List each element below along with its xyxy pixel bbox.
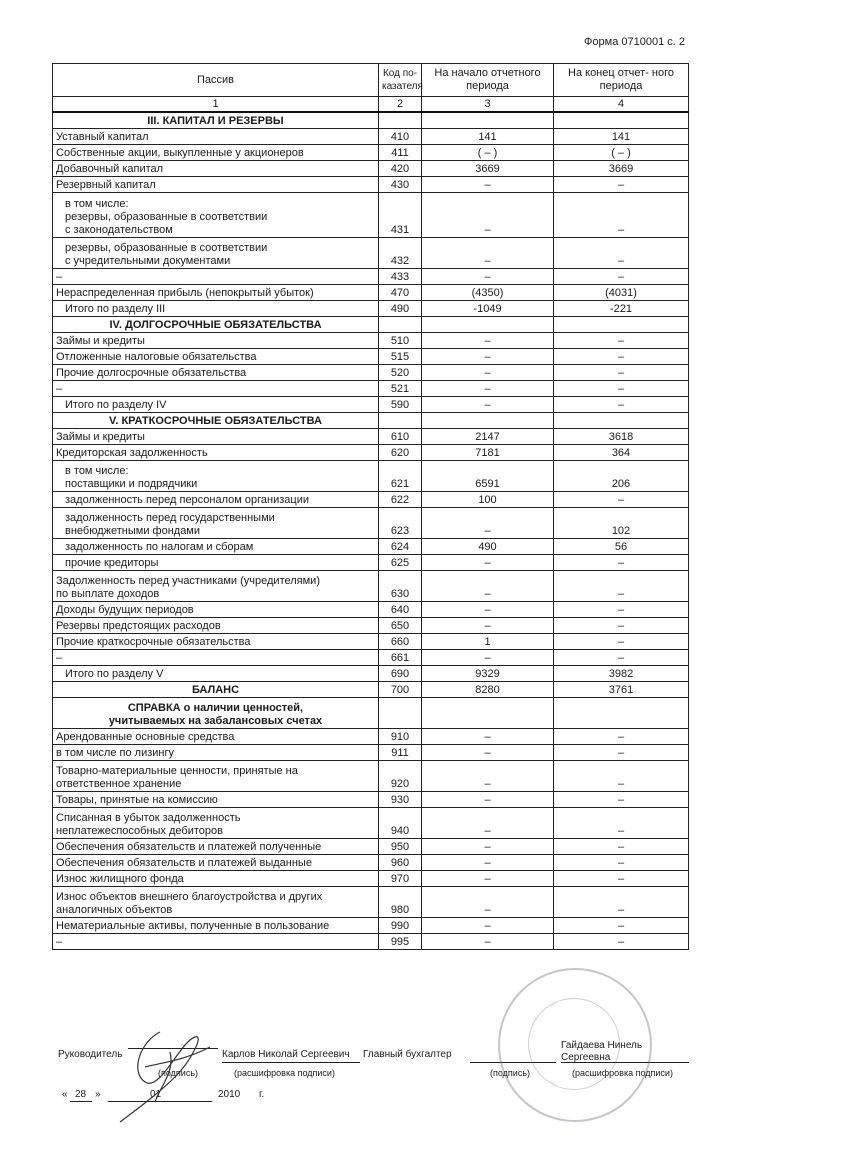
row-code xyxy=(379,112,422,129)
row-code: 590 xyxy=(379,397,422,413)
row-period-end: 3982 xyxy=(554,666,689,682)
row-label: Резервный капитал xyxy=(53,177,379,193)
table-row xyxy=(53,365,689,381)
row-period-start xyxy=(422,317,554,333)
form-code: Форма 0710001 с. 2 xyxy=(584,36,685,48)
date-day: 28 xyxy=(75,1089,87,1100)
colnum-3: 3 xyxy=(422,97,554,113)
row-label: – xyxy=(53,650,379,666)
head-handwritten-signature xyxy=(100,1012,230,1132)
table-row xyxy=(53,145,689,161)
header-period-end: На конец отчет- ного периода xyxy=(554,64,689,97)
row-period-end: 3669 xyxy=(554,161,689,177)
row-label: Нераспределенная прибыль (непокрытый убыток) xyxy=(53,285,379,301)
table-row xyxy=(53,492,689,508)
row-code: 430 xyxy=(379,177,422,193)
date-year: 2010 xyxy=(218,1089,241,1100)
row-period-end: 364 xyxy=(554,445,689,461)
row-code: 620 xyxy=(379,445,422,461)
chief-decode-caption: (расшифровка подписи) xyxy=(572,1068,673,1078)
row-code: 660 xyxy=(379,634,422,650)
table-row xyxy=(53,429,689,445)
section-header-row xyxy=(53,112,689,129)
row-label: БАЛАНС xyxy=(53,682,379,698)
table-row xyxy=(53,666,689,682)
row-label: Уставный капитал xyxy=(53,129,379,145)
row-label: Кредиторская задолженность xyxy=(53,445,379,461)
row-period-start: – xyxy=(422,365,554,381)
row-code: 970 xyxy=(379,871,422,887)
row-period-end: -221 xyxy=(554,301,689,317)
row-period-start: – xyxy=(422,729,554,745)
row-code xyxy=(379,317,422,333)
row-code: 410 xyxy=(379,129,422,145)
row-code: 510 xyxy=(379,333,422,349)
row-period-end: – xyxy=(554,365,689,381)
row-period-end: – xyxy=(554,808,689,839)
head-name-line xyxy=(222,1062,360,1063)
company-stamp-inner-ring xyxy=(528,998,620,1090)
row-period-start: 490 xyxy=(422,539,554,555)
table-row xyxy=(53,839,689,855)
row-code: 930 xyxy=(379,792,422,808)
table-row xyxy=(53,918,689,934)
section-title: III. КАПИТАЛ И РЕЗЕРВЫ xyxy=(53,112,379,129)
head-name: Карлов Николай Сергеевич xyxy=(222,1049,350,1060)
row-period-start: – xyxy=(422,333,554,349)
row-period-start: – xyxy=(422,193,554,238)
row-period-start: – xyxy=(422,650,554,666)
date-month: 01 xyxy=(150,1089,162,1100)
row-period-start: – xyxy=(422,602,554,618)
row-label: Износ объектов внешнего благоустройства и других аналогичных объектов xyxy=(53,887,379,918)
row-period-end: (4031) xyxy=(554,285,689,301)
table-row xyxy=(53,682,689,698)
row-period-start: – xyxy=(422,855,554,871)
table-row xyxy=(53,602,689,618)
row-period-end: – xyxy=(554,571,689,602)
row-period-start: – xyxy=(422,555,554,571)
row-period-start: – xyxy=(422,839,554,855)
row-period-start: (4350) xyxy=(422,285,554,301)
row-code: 990 xyxy=(379,918,422,934)
row-period-start: 7181 xyxy=(422,445,554,461)
table-row xyxy=(53,238,689,269)
row-label: прочие кредиторы xyxy=(53,555,379,571)
row-code: 610 xyxy=(379,429,422,445)
row-period-start xyxy=(422,413,554,429)
row-label: Обеспечения обязательств и платежей полученные xyxy=(53,839,379,855)
row-period-end: – xyxy=(554,397,689,413)
row-label: Товары, принятые на комиссию xyxy=(53,792,379,808)
chief-name: Гайдаева Нинель Сергеевна xyxy=(561,1040,643,1063)
row-label: Итого по разделу V xyxy=(53,666,379,682)
table-row xyxy=(53,650,689,666)
row-period-start: – xyxy=(422,618,554,634)
row-period-start: 9329 xyxy=(422,666,554,682)
row-period-start: 1 xyxy=(422,634,554,650)
date-quote-close: » xyxy=(95,1089,101,1100)
row-code: 950 xyxy=(379,839,422,855)
chief-accountant-label: Главный бухгалтер xyxy=(363,1049,452,1060)
row-label: Займы и кредиты xyxy=(53,429,379,445)
table-row xyxy=(53,193,689,238)
row-label: Задолженность перед участниками (учредителями) по выплате доходов xyxy=(53,571,379,602)
row-period-end xyxy=(554,698,689,729)
row-code: 630 xyxy=(379,571,422,602)
row-code: 622 xyxy=(379,492,422,508)
table-row xyxy=(53,887,689,918)
header-code: Код по- казателя xyxy=(379,64,422,97)
table-row xyxy=(53,808,689,839)
row-period-end: ( – ) xyxy=(554,145,689,161)
row-code: 700 xyxy=(379,682,422,698)
row-period-start: 6591 xyxy=(422,461,554,492)
row-period-end: – xyxy=(554,745,689,761)
table-row xyxy=(53,381,689,397)
row-period-end: – xyxy=(554,855,689,871)
row-period-end: – xyxy=(554,839,689,855)
colnum-2: 2 xyxy=(379,97,422,113)
row-label: Нематериальные активы, полученные в пользование xyxy=(53,918,379,934)
row-period-start: – xyxy=(422,871,554,887)
row-period-end: – xyxy=(554,177,689,193)
row-period-start: 141 xyxy=(422,129,554,145)
head-sign-caption: (подпись) xyxy=(158,1068,199,1078)
row-code: 520 xyxy=(379,365,422,381)
table-row xyxy=(53,761,689,792)
row-label: Резервы предстоящих расходов xyxy=(53,618,379,634)
table-row xyxy=(53,349,689,365)
row-label: – xyxy=(53,934,379,950)
row-period-end: – xyxy=(554,618,689,634)
row-label: в том числе: резервы, образованные в соответствии с законодательством xyxy=(53,193,379,238)
row-label: Итого по разделу IV xyxy=(53,397,379,413)
row-code: 940 xyxy=(379,808,422,839)
table-row xyxy=(53,269,689,285)
table-row xyxy=(53,445,689,461)
row-label: Износ жилищного фонда xyxy=(53,871,379,887)
row-label: Прочие долгосрочные обязательства xyxy=(53,365,379,381)
section-title: IV. ДОЛГОСРОЧНЫЕ ОБЯЗАТЕЛЬСТВА xyxy=(53,317,379,333)
row-period-start: – xyxy=(422,918,554,934)
row-period-start: 2147 xyxy=(422,429,554,445)
row-code: 431 xyxy=(379,193,422,238)
table-row xyxy=(53,792,689,808)
row-period-end: 3618 xyxy=(554,429,689,445)
row-code: 470 xyxy=(379,285,422,301)
table-row xyxy=(53,161,689,177)
row-period-start: -1049 xyxy=(422,301,554,317)
row-period-start xyxy=(422,112,554,129)
table-row xyxy=(53,618,689,634)
row-period-start: – xyxy=(422,792,554,808)
row-period-end xyxy=(554,317,689,333)
row-period-start xyxy=(422,698,554,729)
row-code: 433 xyxy=(379,269,422,285)
row-code: 623 xyxy=(379,508,422,539)
row-period-end: – xyxy=(554,333,689,349)
header-liabilities: Пассив xyxy=(53,64,379,97)
row-label: в том числе по лизингу xyxy=(53,745,379,761)
row-period-end: – xyxy=(554,634,689,650)
row-period-end: 206 xyxy=(554,461,689,492)
chief-sign-caption: (подпись) xyxy=(490,1068,531,1078)
table-row xyxy=(53,177,689,193)
row-period-start: – xyxy=(422,808,554,839)
row-code: 621 xyxy=(379,461,422,492)
table-header-row xyxy=(53,64,689,97)
row-period-start: 3669 xyxy=(422,161,554,177)
row-label: Собственные акции, выкупленные у акционеров xyxy=(53,145,379,161)
column-number-row xyxy=(53,97,689,113)
row-period-end: – xyxy=(554,349,689,365)
row-code: 625 xyxy=(379,555,422,571)
table-row xyxy=(53,461,689,492)
row-code: 640 xyxy=(379,602,422,618)
table-row xyxy=(53,555,689,571)
row-period-start: – xyxy=(422,397,554,413)
row-code: 661 xyxy=(379,650,422,666)
row-period-end: – xyxy=(554,602,689,618)
head-decode-caption: (расшифровка подписи) xyxy=(234,1068,335,1078)
row-label: Списанная в убыток задолженность неплатежеспособных дебиторов xyxy=(53,808,379,839)
row-period-end: – xyxy=(554,761,689,792)
row-label: Доходы будущих периодов xyxy=(53,602,379,618)
section-header-row xyxy=(53,698,689,729)
row-period-end xyxy=(554,413,689,429)
section-title: СПРАВКА о наличии ценностей, учитываемых на забалансовых счетах xyxy=(53,698,379,729)
row-code: 980 xyxy=(379,887,422,918)
row-code: 515 xyxy=(379,349,422,365)
row-period-start: – xyxy=(422,508,554,539)
row-code: 521 xyxy=(379,381,422,397)
row-code: 411 xyxy=(379,145,422,161)
row-label: Отложенные налоговые обязательства xyxy=(53,349,379,365)
row-label: – xyxy=(53,269,379,285)
row-period-start: – xyxy=(422,349,554,365)
row-code: 490 xyxy=(379,301,422,317)
row-period-end: – xyxy=(554,381,689,397)
head-label: Руководитель xyxy=(58,1049,123,1060)
row-period-end: – xyxy=(554,918,689,934)
table-row xyxy=(53,571,689,602)
row-code: 650 xyxy=(379,618,422,634)
row-period-start: – xyxy=(422,934,554,950)
row-code: 432 xyxy=(379,238,422,269)
header-period-start: На начало отчетного периода xyxy=(422,64,554,97)
table-row xyxy=(53,729,689,745)
row-period-start: 8280 xyxy=(422,682,554,698)
section-header-row xyxy=(53,317,689,333)
row-label: Займы и кредиты xyxy=(53,333,379,349)
row-code: 624 xyxy=(379,539,422,555)
table-row xyxy=(53,508,689,539)
table-row xyxy=(53,285,689,301)
balance-liabilities-table xyxy=(52,63,689,950)
row-period-end: 102 xyxy=(554,508,689,539)
colnum-1: 1 xyxy=(53,97,379,113)
row-code: 910 xyxy=(379,729,422,745)
row-period-end: 56 xyxy=(554,539,689,555)
row-label: Прочие краткосрочные обязательства xyxy=(53,634,379,650)
row-code: 995 xyxy=(379,934,422,950)
row-code: 690 xyxy=(379,666,422,682)
table-row xyxy=(53,397,689,413)
row-period-start: – xyxy=(422,177,554,193)
row-label: Товарно-материальные ценности, принятые на ответственное хранение xyxy=(53,761,379,792)
row-period-end: – xyxy=(554,729,689,745)
row-code: 911 xyxy=(379,745,422,761)
table-row xyxy=(53,634,689,650)
row-label: задолженность перед государственными внебюджетными фондами xyxy=(53,508,379,539)
row-period-end: – xyxy=(554,887,689,918)
row-period-start: ( – ) xyxy=(422,145,554,161)
table-row xyxy=(53,855,689,871)
row-label: – xyxy=(53,381,379,397)
row-period-start: – xyxy=(422,238,554,269)
row-period-start: – xyxy=(422,381,554,397)
row-period-end: 141 xyxy=(554,129,689,145)
row-period-start: – xyxy=(422,269,554,285)
row-period-end xyxy=(554,112,689,129)
row-code: 920 xyxy=(379,761,422,792)
row-period-end: – xyxy=(554,871,689,887)
table-row xyxy=(53,871,689,887)
row-period-end: 3761 xyxy=(554,682,689,698)
row-label: Итого по разделу III xyxy=(53,301,379,317)
row-code: 420 xyxy=(379,161,422,177)
table-row xyxy=(53,129,689,145)
row-period-end: – xyxy=(554,792,689,808)
row-period-start: – xyxy=(422,761,554,792)
date-year-suffix: г. xyxy=(259,1089,265,1100)
section-header-row xyxy=(53,413,689,429)
row-code xyxy=(379,413,422,429)
row-label: Обеспечения обязательств и платежей выданные xyxy=(53,855,379,871)
row-period-end: – xyxy=(554,650,689,666)
row-code: 960 xyxy=(379,855,422,871)
row-period-end: – xyxy=(554,269,689,285)
row-label: Добавочный капитал xyxy=(53,161,379,177)
table-row xyxy=(53,745,689,761)
row-label: в том числе: поставщики и подрядчики xyxy=(53,461,379,492)
date-quote-open: « xyxy=(62,1089,68,1100)
row-label: задолженность по налогам и сборам xyxy=(53,539,379,555)
row-period-end: – xyxy=(554,934,689,950)
row-label: резервы, образованные в соответствии с учредительными документами xyxy=(53,238,379,269)
table-row xyxy=(53,333,689,349)
section-title: V. КРАТКОСРОЧНЫЕ ОБЯЗАТЕЛЬСТВА xyxy=(53,413,379,429)
row-period-end: – xyxy=(554,193,689,238)
table-row xyxy=(53,301,689,317)
row-period-start: 100 xyxy=(422,492,554,508)
row-period-start: – xyxy=(422,887,554,918)
table-row xyxy=(53,539,689,555)
row-period-start: – xyxy=(422,745,554,761)
row-period-start: – xyxy=(422,571,554,602)
row-label: задолженность перед персоналом организации xyxy=(53,492,379,508)
colnum-4: 4 xyxy=(554,97,689,113)
row-label: Арендованные основные средства xyxy=(53,729,379,745)
row-period-end: – xyxy=(554,555,689,571)
table-row xyxy=(53,934,689,950)
date-day-line xyxy=(70,1101,92,1102)
row-code xyxy=(379,698,422,729)
row-period-end: – xyxy=(554,238,689,269)
row-period-end: – xyxy=(554,492,689,508)
